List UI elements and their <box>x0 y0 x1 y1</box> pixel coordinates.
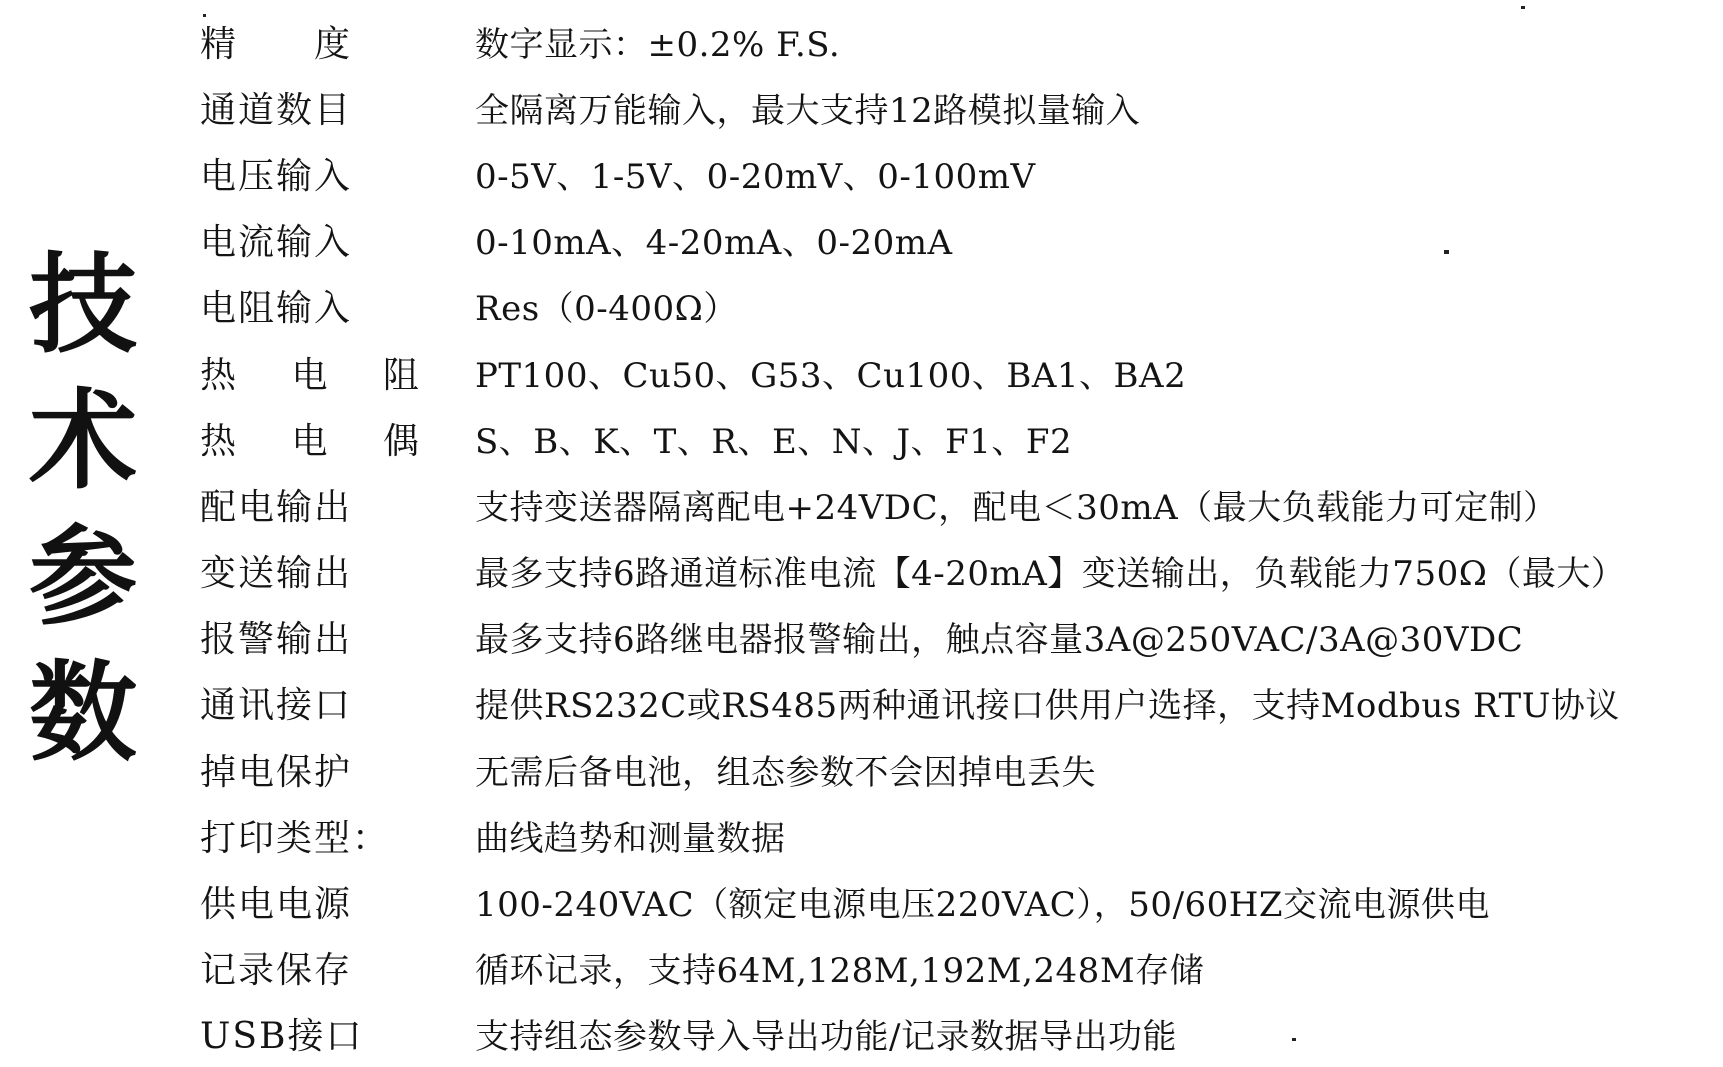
spec-value: 支持变送器隔离配电+24VDC，配电＜30mA（最大负载能力可定制） <box>475 487 1558 528</box>
spec-label: 变送输出 <box>200 553 353 595</box>
spec-row-communication <box>200 670 1715 736</box>
spec-label: 记录保存 <box>200 950 353 992</box>
spec-value: 提供RS232C或RS485两种通讯接口供用户选择，支持Modbus RTU协议 <box>475 686 1620 727</box>
spec-label: 电压输入 <box>200 155 353 197</box>
spec-row-rtd <box>200 339 1715 405</box>
spec-label: 通道数目 <box>200 89 353 131</box>
spec-row-accuracy <box>200 8 1715 74</box>
spec-row-channels <box>200 74 1715 140</box>
spec-row-record-storage <box>200 935 1715 1001</box>
spec-label: 精 度 <box>200 23 353 65</box>
section-title-char: 数 <box>28 651 137 776</box>
spec-value: Res（0-400Ω） <box>475 289 738 330</box>
spec-row-print-type <box>200 802 1715 868</box>
spec-row-transmit-output <box>200 538 1715 604</box>
scan-speck <box>1521 6 1525 9</box>
spec-row-power-fail-protection <box>200 736 1715 802</box>
spec-value: 数字显示：±0.2% F.S. <box>475 24 841 65</box>
spec-value: 100-240VAC（额定电源电压220VAC），50/60HZ交流电源供电 <box>475 885 1491 926</box>
scan-speck <box>1292 1038 1296 1041</box>
spec-value: 全隔离万能输入，最大支持12路模拟量输入 <box>475 90 1141 131</box>
spec-label: 报警输出 <box>200 619 353 661</box>
scan-speck <box>203 14 206 17</box>
spec-row-usb <box>200 1001 1715 1067</box>
spec-row-current-input <box>200 207 1715 273</box>
spec-row-thermocouple <box>200 405 1715 471</box>
section-title <box>28 238 138 782</box>
spec-label: 电阻输入 <box>200 288 353 330</box>
section-title-char: 参 <box>28 515 137 640</box>
spec-value: PT100、Cu50、G53、Cu100、BA1、BA2 <box>475 355 1187 396</box>
spec-label: 打印类型： <box>200 817 391 859</box>
spec-row-alarm-output <box>200 604 1715 670</box>
scan-speck <box>1444 250 1449 254</box>
spec-value: 支持组态参数导入导出功能/记录数据导出功能 <box>475 1017 1177 1058</box>
spec-row-power-distribution <box>200 471 1715 537</box>
spec-value: 最多支持6路通道标准电流【4-20mA】变送输出，负载能力750Ω（最大） <box>475 554 1626 595</box>
section-title-char: 技 <box>28 243 137 368</box>
spec-value: 曲线趋势和测量数据 <box>475 818 786 859</box>
spec-label: 掉电保护 <box>200 751 353 793</box>
spec-row-power-supply <box>200 868 1715 934</box>
spec-value: 最多支持6路继电器报警输出，触点容量3A@250VAC/3A@30VDC <box>475 620 1524 661</box>
spec-label: USB接口 <box>200 1016 364 1058</box>
spec-value: 无需后备电池，组态参数不会因掉电丢失 <box>475 752 1096 793</box>
spec-value: 循环记录，支持64M,128M,192M,248M存储 <box>475 951 1205 992</box>
spec-table <box>200 8 1715 1067</box>
section-title-char: 术 <box>28 379 137 504</box>
spec-value: S、B、K、T、R、E、N、J、F1、F2 <box>475 421 1073 462</box>
spec-label: 通讯接口 <box>200 685 353 727</box>
spec-row-voltage-input <box>200 140 1715 206</box>
spec-label: 配电输出 <box>200 486 353 528</box>
spec-label: 供电电源 <box>200 884 353 926</box>
spec-value: 0-5V、1-5V、0-20mV、0-100mV <box>475 156 1036 197</box>
spec-value: 0-10mA、4-20mA、0-20mA <box>475 223 953 264</box>
spec-label: 热 电 阻 <box>200 354 441 396</box>
spec-label: 热 电 偶 <box>200 420 441 462</box>
spec-row-resistance-input <box>200 273 1715 339</box>
spec-label: 电流输入 <box>200 222 353 264</box>
